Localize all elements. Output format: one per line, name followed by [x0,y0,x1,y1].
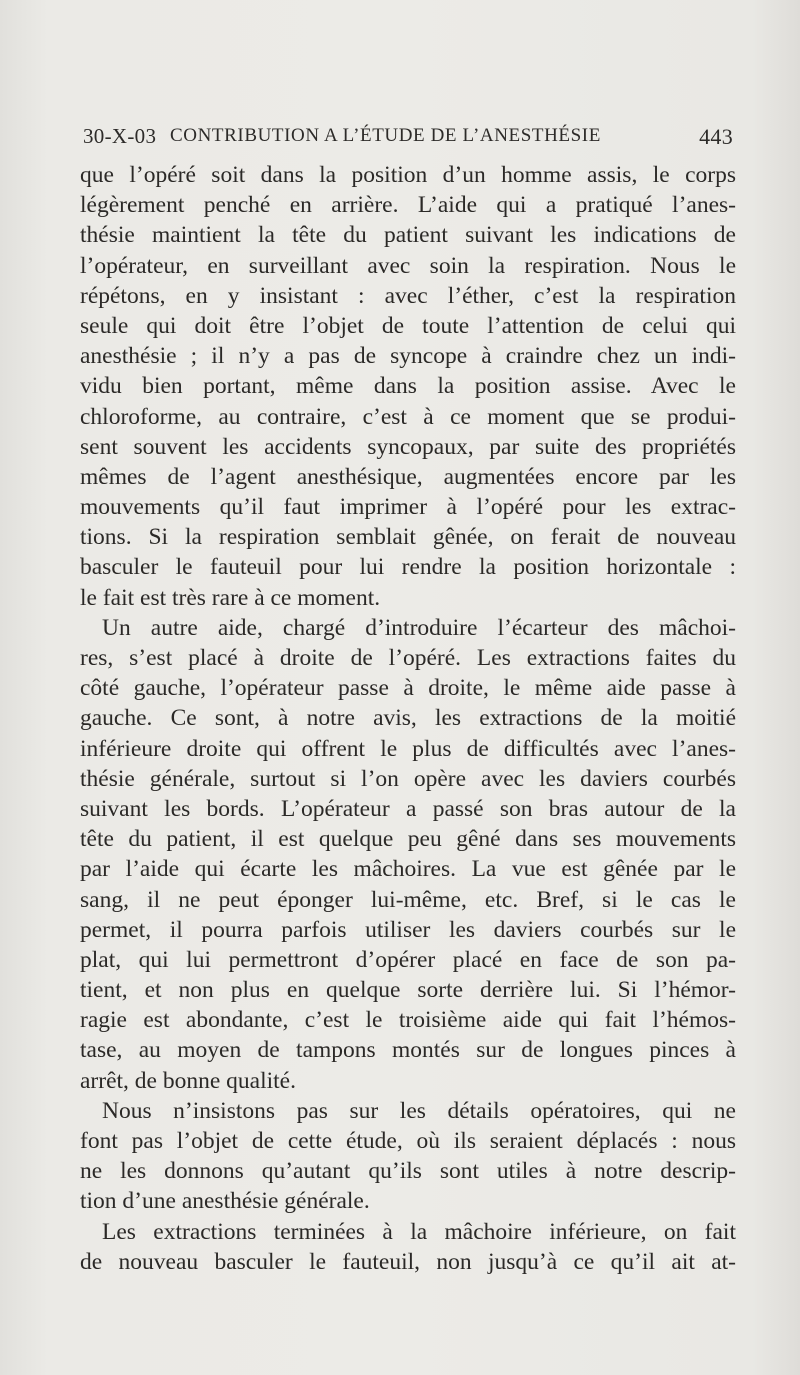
text-line: mouvements qu’il faut imprimer à l’opéré pour les extrac- [80,494,736,521]
text-line: permet, il pourra parfois utiliser les daviers courbés sur le [80,916,736,943]
text-line: Un autre aide, chargé d’introduire l’écarteur des mâchoi- [102,614,736,641]
text-line: basculer le fauteuil pour lui rendre la position horizontale : [80,554,736,581]
text-line: arrêt, de bonne qualité. [80,1067,296,1094]
text-line: mêmes de l’agent anesthésique, augmentées encore par les [80,463,736,490]
text-line: anesthésie ; il n’y a pas de syncope à craindre chez un indi- [80,343,736,370]
text-line: suivant les bords. L’opérateur a passé son bras autour de la [80,795,736,822]
text-line: font pas l’objet de cette étude, où ils seraient déplacés : nous [80,1128,736,1154]
text-line: thésie générale, surtout si l’on opère avec les daviers courbés [80,765,736,792]
text-line: répétons, en y insistant : avec l’éther, c’est la respiration [80,282,736,309]
text-line: plat, qui lui permettront d’opérer placé en face de son pa- [80,946,736,973]
text-line: tion d’une anesthésie générale. [80,1188,370,1215]
text-line: res, s’est placé à droite de l’opéré. Les extractions faites du [80,645,736,671]
paragraph [80,1096,736,1217]
text-line: seule qui doit être l’objet de toute l’attention de celui qui [80,312,736,339]
page-number: 443 [699,124,733,149]
body-text [80,160,736,1277]
text-line: ragie est abondante, c’est le troisième aide qui fait l’hémos- [80,1007,736,1034]
text-line: sent souvent les accidents syncopaux, par suite des propriétés [80,433,736,460]
text-line: tions. Si la respiration semblait gênée, on ferait de nouveau [80,524,736,551]
text-line: côté gauche, l’opérateur passe à droite, le même aide passe à [80,675,736,702]
text-line: légèrement penché en arrière. L’aide qui a pratiqué l’anes- [80,192,736,219]
text-line: Nous n’insistons pas sur les détails opératoires, qui ne [102,1097,736,1124]
text-line: que l’opéré soit dans la position d’un homme assis, le corps [80,162,736,188]
text-line: l’opérateur, en surveillant avec soin la respiration. Nous le [80,252,736,279]
header-title: CONTRIBUTION A L’ÉTUDE DE L’ANESTHÉSIE [170,125,601,146]
text-line: chloroforme, au contraire, c’est à ce moment que se produi- [80,403,736,430]
paragraph [80,613,736,1096]
text-line: tête du patient, il est quelque peu gêné dans ses mouvements [80,826,736,853]
running-head [83,124,733,154]
text-line: tient, et non plus en quelque sorte derrière lui. Si l’hémor- [80,977,736,1004]
text-line: gauche. Ce sont, à notre avis, les extractions de la moitié [80,705,736,732]
text-line: thésie maintient la tête du patient suivant les indications de [80,222,736,249]
text-line: tase, au moyen de tampons montés sur de longues pinces à [80,1037,736,1064]
text-line: de nouveau basculer le fauteuil, non jusqu’à ce qu’il ait at- [80,1248,736,1275]
paragraph [80,1217,736,1277]
text-line: le fait est très rare à ce moment. [80,584,381,611]
paragraph [80,160,736,613]
text-line: vidu bien portant, même dans la position assise. Avec le [80,373,736,400]
text-line: Les extractions terminées à la mâchoire inférieure, on fait [102,1218,736,1245]
text-line: par l’aide qui écarte les mâchoires. La vue est gênée par le [80,856,736,883]
text-line: ne les donnons qu’autant qu’ils sont utiles à notre descrip- [80,1158,736,1185]
header-date: 30-X-03 [83,124,157,148]
text-line: sang, il ne peut éponger lui-même, etc. Bref, si le cas le [80,886,736,913]
text-line: inférieure droite qui offrent le plus de difficultés avec l’anes- [80,735,736,762]
